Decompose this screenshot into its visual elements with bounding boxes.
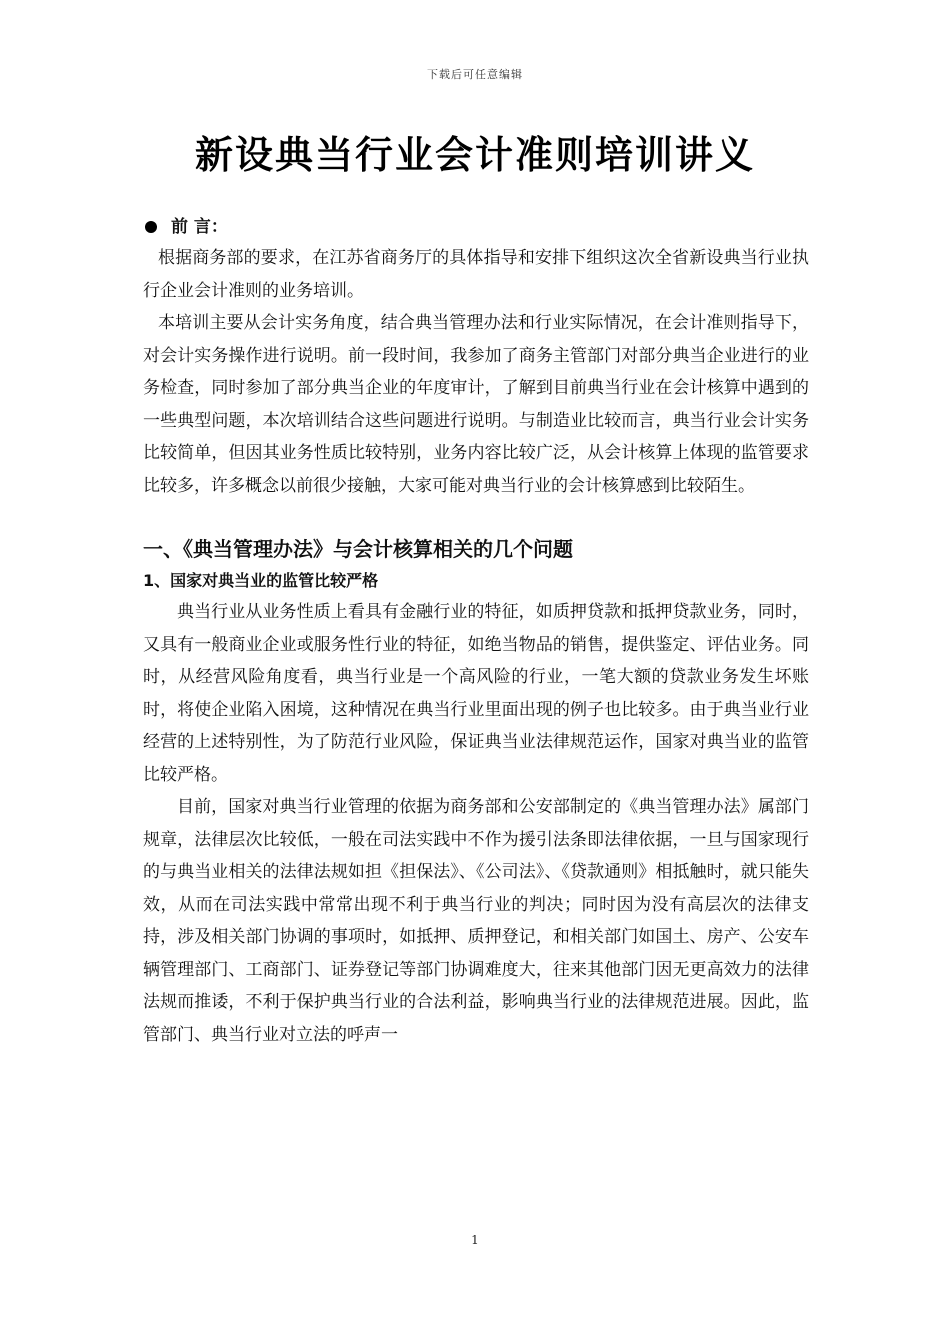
preface-heading [143, 212, 809, 242]
page-number: 1 [471, 1233, 479, 1247]
sub-heading: 1、国家对典当业的监管比较严格 [143, 571, 379, 590]
bullet-icon [145, 221, 157, 233]
document-body [143, 212, 809, 1051]
preface-paragraph-2: 本培训主要从会计实务角度，结合典当管理办法和行业实际情况，在会计准则指导下，对会计实务操作进行说明。前一段时间，我参加了商务主管部门对部分典当企业进行的业务检查，同时参加了部分典当企业的年度审计，了解到目前典当行业在会计核算中遇到的一些典型问题，本次培训结合这些问题进行说明。与制造业比较而言，典当行业会计实务比较简单，但因其业务性质比较特别，业务内容比较广泛，从会计核算上体现的监管要求比较多，许多概念以前很少接触，大家可能对典当行业的会计核算感到比较陌生。 [143, 313, 809, 496]
header-note: 下载后可任意编辑 [427, 68, 523, 81]
document-title: 新设典当行业会计准则培训讲义 [194, 132, 755, 177]
section-heading: 一、《典当管理办法》与会计核算相关的几个问题 [143, 537, 573, 561]
section-paragraph-1: 典当行业从业务性质上看具有金融行业的特征，如质押贷款和抵押贷款业务，同时，又具有一般商业企业或服务性行业的特征，如绝当物品的销售，提供鉴定、评估业务。同时，从经营风险角度看，典当行业是一个高风险的行业，一笔大额的贷款业务发生坏账时，将使企业陷入困境，这种情况在典当行业里面出现的例子也比较多。由于典当业行业经营的上述特别性，为了防范行业风险，保证典当业法律规范运作，国家对典当业的监管比较严格。 [143, 602, 809, 785]
section-gap [143, 502, 809, 522]
preface-heading-text: 前 言： [171, 217, 228, 237]
section-paragraph-2: 目前，国家对典当行业管理的依据为商务部和公安部制定的《典当管理办法》属部门规章，法律层次比较低，一般在司法实践中不作为援引法条即法律依据，一旦与国家现行的与典当业相关的法律法规如担《担保法》、《公司法》、《贷款通则》相抵触时，就只能失效，从而在司法实践中常常出现不利于典当行业的判决；同时因为没有高层次的法律支持，涉及相关部门协调的事项时，如抵押、质押登记，和相关部门如国土、房产、公安车辆管理部门、工商部门、证券登记等部门协调难度大，往来其他部门因无更高效力的法律法规而推诿，不利于保护典当行业的合法利益，影响典当行业的法律规范进展。因此，监管部门、典当行业对立法的呼声一 [143, 797, 809, 1045]
preface-paragraph-1: 根据商务部的要求，在江苏省商务厅的具体指导和安排下组织这次全省新设典当行业执行企业会计准则的业务培训。 [143, 248, 809, 301]
